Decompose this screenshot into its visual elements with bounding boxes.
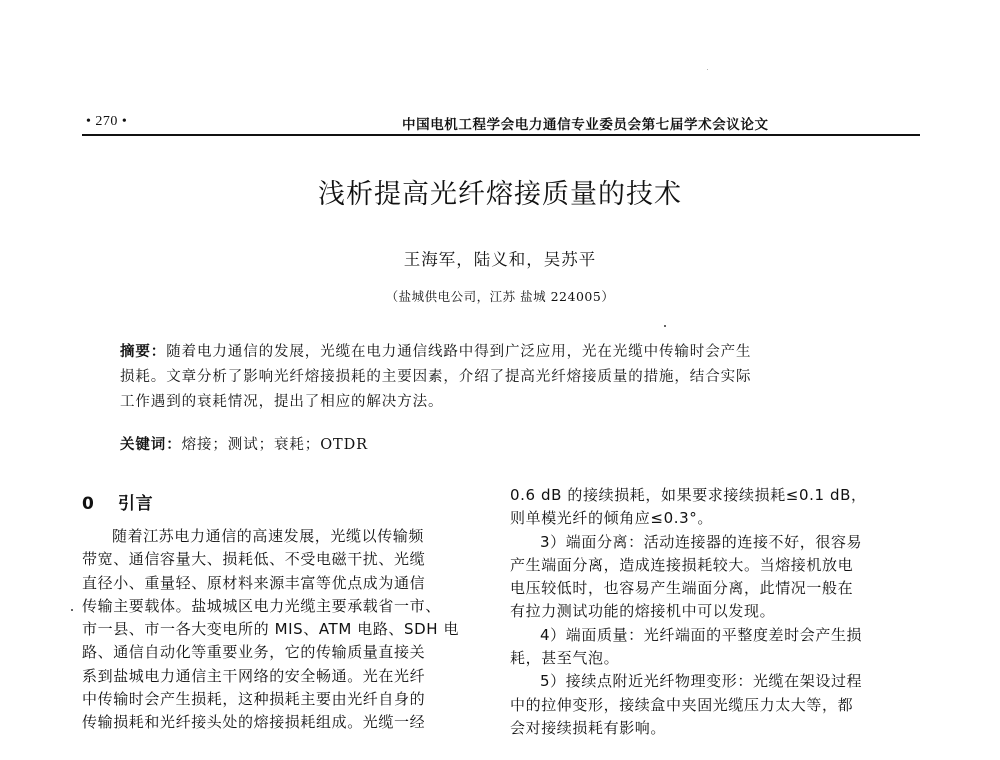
body-line: 带宽、通信容量大、损耗低、不受电磁干扰、光缆 bbox=[82, 550, 426, 569]
authors: 王海军，陆义和，吴苏平 bbox=[403, 250, 597, 269]
affiliation: （盐城供电公司，江苏 盐城 224005） bbox=[385, 289, 615, 304]
section-title: 引言 bbox=[118, 494, 154, 514]
section-heading bbox=[82, 487, 492, 521]
abstract-line: 损耗。文章分析了影响光纤熔接损耗的主要因素，介绍了提高光纤熔接质量的措施，结合实际 bbox=[120, 369, 752, 385]
abstract-line: 工作遇到的衰耗情况，提出了相应的解决方法。 bbox=[120, 394, 444, 410]
body-line: 3）端面分离：活动连接器的连接不好，很容易 bbox=[540, 532, 863, 551]
body-line: 系到盐城电力通信主干网络的安全畅通。光在光纤 bbox=[82, 666, 426, 685]
body-line: 路、通信自动化等重要业务，它的传输质量直接关 bbox=[82, 643, 426, 662]
scan-speck bbox=[71, 609, 73, 611]
abstract bbox=[120, 340, 880, 415]
body-line: 产生端面分离，造成连接损耗较大。当熔接机放电 bbox=[510, 555, 854, 574]
right-column bbox=[510, 484, 920, 740]
running-header bbox=[82, 112, 920, 136]
keywords-label: 关键词： bbox=[120, 437, 182, 453]
body-line: 耗，甚至气泡。 bbox=[510, 649, 620, 668]
body-line: 电压较低时，也容易产生端面分离，此情况一般在 bbox=[510, 579, 854, 598]
page-number: • 270 • bbox=[86, 114, 128, 129]
scan-speck bbox=[707, 69, 708, 70]
body-line: 0.6 dB 的接续损耗，如果要求接续损耗≤0.1 dB， bbox=[510, 486, 867, 504]
body-line: 会对接续损耗有影响。 bbox=[510, 718, 667, 737]
scan-speck bbox=[664, 325, 666, 327]
body-line: 4）端面质量：光纤端面的平整度差时会产生损 bbox=[540, 625, 863, 644]
body-line: 直径小、重量轻、原材料来源丰富等优点成为通信 bbox=[82, 573, 426, 592]
abstract-line bbox=[120, 340, 880, 365]
body-line: 则单模光纤的倾角应≤0.3°。 bbox=[510, 509, 713, 528]
body-line: 传输损耗和光纤接头处的熔接损耗组成。光缆一经 bbox=[82, 713, 426, 732]
keywords-text: 熔接；测试；衰耗；OTDR bbox=[181, 437, 368, 453]
abstract-label: 摘要： bbox=[120, 344, 167, 360]
body-line: 市一县、市一各大变电所的 MIS、ATM 电路、SDH 电 bbox=[82, 620, 460, 639]
body-line: 传输主要载体。盐城城区电力光缆主要承载省一市、 bbox=[82, 596, 441, 615]
section-number: 0 bbox=[82, 494, 95, 514]
abstract-text: 随着电力通信的发展，光缆在电力通信线路中得到广泛应用，光在光缆中传输时会产生 bbox=[166, 344, 752, 360]
left-column bbox=[82, 480, 492, 735]
body-line: 随着江苏电力通信的高速发展，光缆以传输频 bbox=[112, 527, 425, 545]
paper-title: 浅析提高光纤熔接质量的技术 bbox=[318, 179, 682, 210]
body-line: 中传输时会产生损耗，这种损耗主要由光纤自身的 bbox=[82, 690, 426, 709]
body-line: 中的拉伸变形，接续盒中夹固光缆压力太大等，都 bbox=[510, 695, 854, 714]
keywords bbox=[120, 433, 368, 454]
body-line: 5）接续点附近光纤物理变形：光缆在架设过程 bbox=[540, 672, 863, 691]
body-line: 有拉力测试功能的熔接机中可以发现。 bbox=[510, 602, 776, 621]
journal-title: 中国电机工程学会电力通信专业委员会第七届学术会议论文 bbox=[402, 117, 769, 133]
